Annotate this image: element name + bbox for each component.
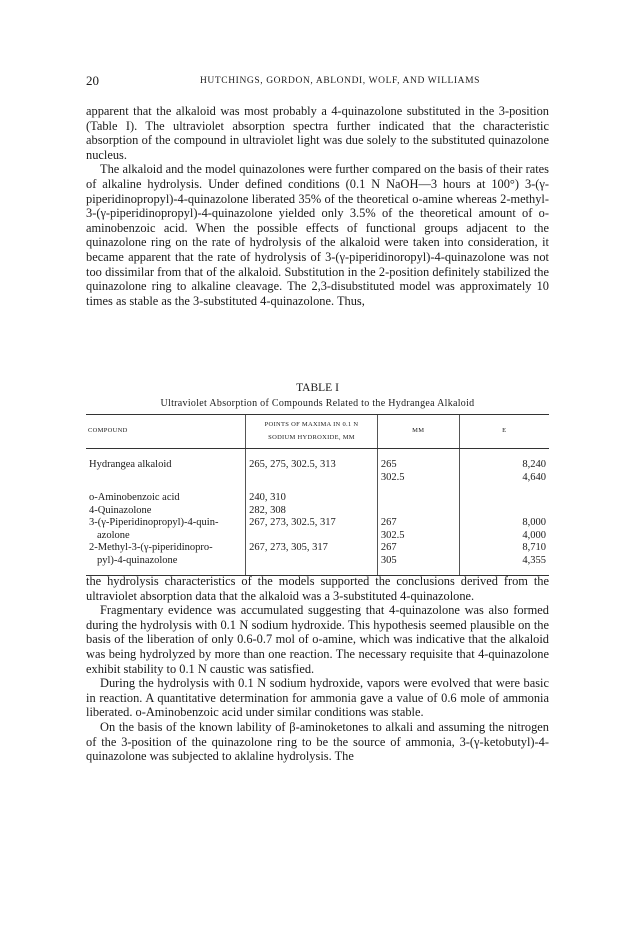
table-row bbox=[86, 542, 549, 576]
spacer-cell bbox=[377, 484, 459, 492]
paragraph: On the basis of the known lability of β-aminoketones to alkali and assuming the nitrogen of the 3-position of the quinazolone ring to be the source of ammonia, 3-(γ-ketobutyl)-4-quinazolone was subjected to aklaline hydrolysis. The bbox=[86, 719, 549, 764]
paragraph: the hydrolysis characteristics of the models supported the conclusions derived from the ultraviolet absorption data that the alkaloid was a 3-substituted 4-quinazolone. bbox=[86, 574, 549, 603]
cell-maxima bbox=[246, 449, 378, 485]
cell-line: 265, 275, 302.5, 313 bbox=[249, 459, 336, 470]
running-head: HUTCHINGS, GORDON, ABLONDI, WOLF, AND WILLIAMS bbox=[199, 76, 481, 86]
absorption-table bbox=[86, 414, 549, 576]
header-compound: COMPOUND bbox=[86, 415, 246, 449]
row-spacer bbox=[86, 484, 549, 492]
cell-line: pyl)-4-quinazolone bbox=[97, 554, 178, 566]
table-caption: Ultraviolet Absorption of Compounds Related to the Hydrangea Alkaloid bbox=[160, 398, 475, 409]
spacer-cell bbox=[86, 484, 246, 492]
cell-line: 265 bbox=[380, 459, 397, 470]
cell-mu bbox=[377, 492, 459, 505]
table-header-row bbox=[86, 415, 549, 449]
cell-maxima bbox=[246, 492, 378, 505]
paragraph: apparent that the alkaloid was most probably a 4-quinazolone substituted in the 3-position (Table I). The ultraviolet absorption spectra further indicated that the characteristic absorption of the compound in ultraviolet light was due solely to the substituted quinazolone nucleus. bbox=[86, 104, 549, 162]
cell-line: azolone bbox=[97, 529, 130, 541]
paragraph: Fragmentary evidence was accumulated suggesting that 4-quinazolone was also formed during the hydrolysis with 0.1 N sodium hydroxide. This hypothesis seemed plausible on the basis of the liberation of only 0.6-0.7 mol of o-amine, which was indicative that the alkaloid was being hydrolyzed by more than one reaction. The necessary requisite that 4-quinazolone exhibit stability to 0.1 N caustic was satisfied. bbox=[86, 603, 549, 676]
cell-line: 267, 273, 305, 317 bbox=[249, 542, 328, 553]
cell-line: 267 bbox=[380, 517, 397, 528]
cell-line: 8,710 bbox=[522, 542, 546, 553]
paragraph: The alkaloid and the model quinazolones were further compared on the basis of their rates of alkaline hydrolysis. Under defined conditions (0.1 N NaOH—3 hours at 100°) 3-(γ-piperidinopropyl)-4-quinazolone liberated 35% of the theoretical o-amine whereas 2-methyl-3-(γ-piperidinopropyl)-4-quinazolone yielded only 3.5% of the theoretical amount of o-aminobenzoic acid. When the possible effects of functional groups adjacent to the quinazolone ring on the rate of hydrolysis of the alkaloid were taken into consideration, it became apparent that the rate of hydrolysis of 3-(γ-piperidinoropyl)-4-quinazolone was not too dissimilar from that of the alkaloid. Substitution in the 2-position definitely stabilized the quinazolone ring to alkaline cleavage. The 2,3-disubstituted model was approximately 10 times as stable as the 3-substituted 4-quinazolone. Thus, bbox=[86, 162, 549, 308]
cell-line: 8,000 bbox=[522, 517, 546, 528]
cell-mu bbox=[377, 517, 459, 542]
text-before-table bbox=[86, 104, 549, 308]
cell-epsilon bbox=[459, 449, 549, 485]
header-maxima bbox=[246, 415, 378, 449]
cell-line: 4,640 bbox=[522, 471, 546, 483]
cell-line: 302.5 bbox=[380, 529, 405, 541]
cell-line: 3-(γ-Piperidinopropyl)-4-quin- bbox=[89, 517, 219, 528]
page-number: 20 bbox=[86, 73, 99, 88]
cell-compound bbox=[86, 449, 246, 485]
header-epsilon: Ε bbox=[459, 415, 549, 449]
paragraph: During the hydrolysis with 0.1 N sodium hydroxide, vapors were evolved that were basic in reaction. A quantitative determination for ammonia gave a value of 0.6 mole of ammonia liberated. o-Aminobenzoic acid under similar conditions was stable. bbox=[86, 676, 549, 720]
cell-compound bbox=[86, 517, 246, 542]
cell-epsilon bbox=[459, 542, 549, 576]
cell-maxima bbox=[246, 505, 378, 518]
cell-compound bbox=[86, 492, 246, 505]
cell-mu bbox=[377, 505, 459, 518]
cell-epsilon bbox=[459, 505, 549, 518]
cell-line: 305 bbox=[380, 554, 397, 566]
table-body bbox=[86, 449, 549, 576]
cell-line: 8,240 bbox=[522, 459, 546, 470]
table-title: TABLE I bbox=[296, 382, 339, 394]
cell-line: 240, 310 bbox=[249, 492, 286, 503]
cell-compound bbox=[86, 505, 246, 518]
cell-line: 4,000 bbox=[522, 529, 546, 541]
cell-line: 267 bbox=[380, 542, 397, 553]
header-maxima-line1: POINTS OF MAXIMA IN 0.1 N bbox=[264, 421, 359, 428]
cell-line: 282, 308 bbox=[249, 504, 286, 516]
cell-line: o-Aminobenzoic acid bbox=[89, 492, 180, 503]
cell-epsilon bbox=[459, 492, 549, 505]
header-mu: MΜ bbox=[377, 415, 459, 449]
cell-line: 302.5 bbox=[380, 471, 405, 483]
spacer-cell bbox=[246, 484, 378, 492]
cell-line: 267, 273, 302.5, 317 bbox=[249, 517, 336, 528]
header-maxima-line2: SODIUM HYDROXIDE, MΜ bbox=[268, 433, 355, 441]
cell-mu bbox=[377, 449, 459, 485]
table-row bbox=[86, 449, 549, 485]
text-after-table bbox=[86, 574, 549, 764]
cell-maxima bbox=[246, 542, 378, 576]
cell-line: 4,355 bbox=[522, 554, 546, 566]
cell-mu bbox=[377, 542, 459, 576]
table-row bbox=[86, 492, 549, 505]
spacer-cell bbox=[459, 484, 549, 492]
cell-line: 4-Quinazolone bbox=[89, 504, 152, 516]
cell-epsilon bbox=[459, 517, 549, 542]
table-row bbox=[86, 505, 549, 518]
cell-compound bbox=[86, 542, 246, 576]
cell-line: 2-Methyl-3-(γ-piperidinopro- bbox=[89, 542, 213, 553]
cell-maxima bbox=[246, 517, 378, 542]
table-row bbox=[86, 517, 549, 542]
cell-line: Hydrangea alkaloid bbox=[89, 459, 172, 470]
